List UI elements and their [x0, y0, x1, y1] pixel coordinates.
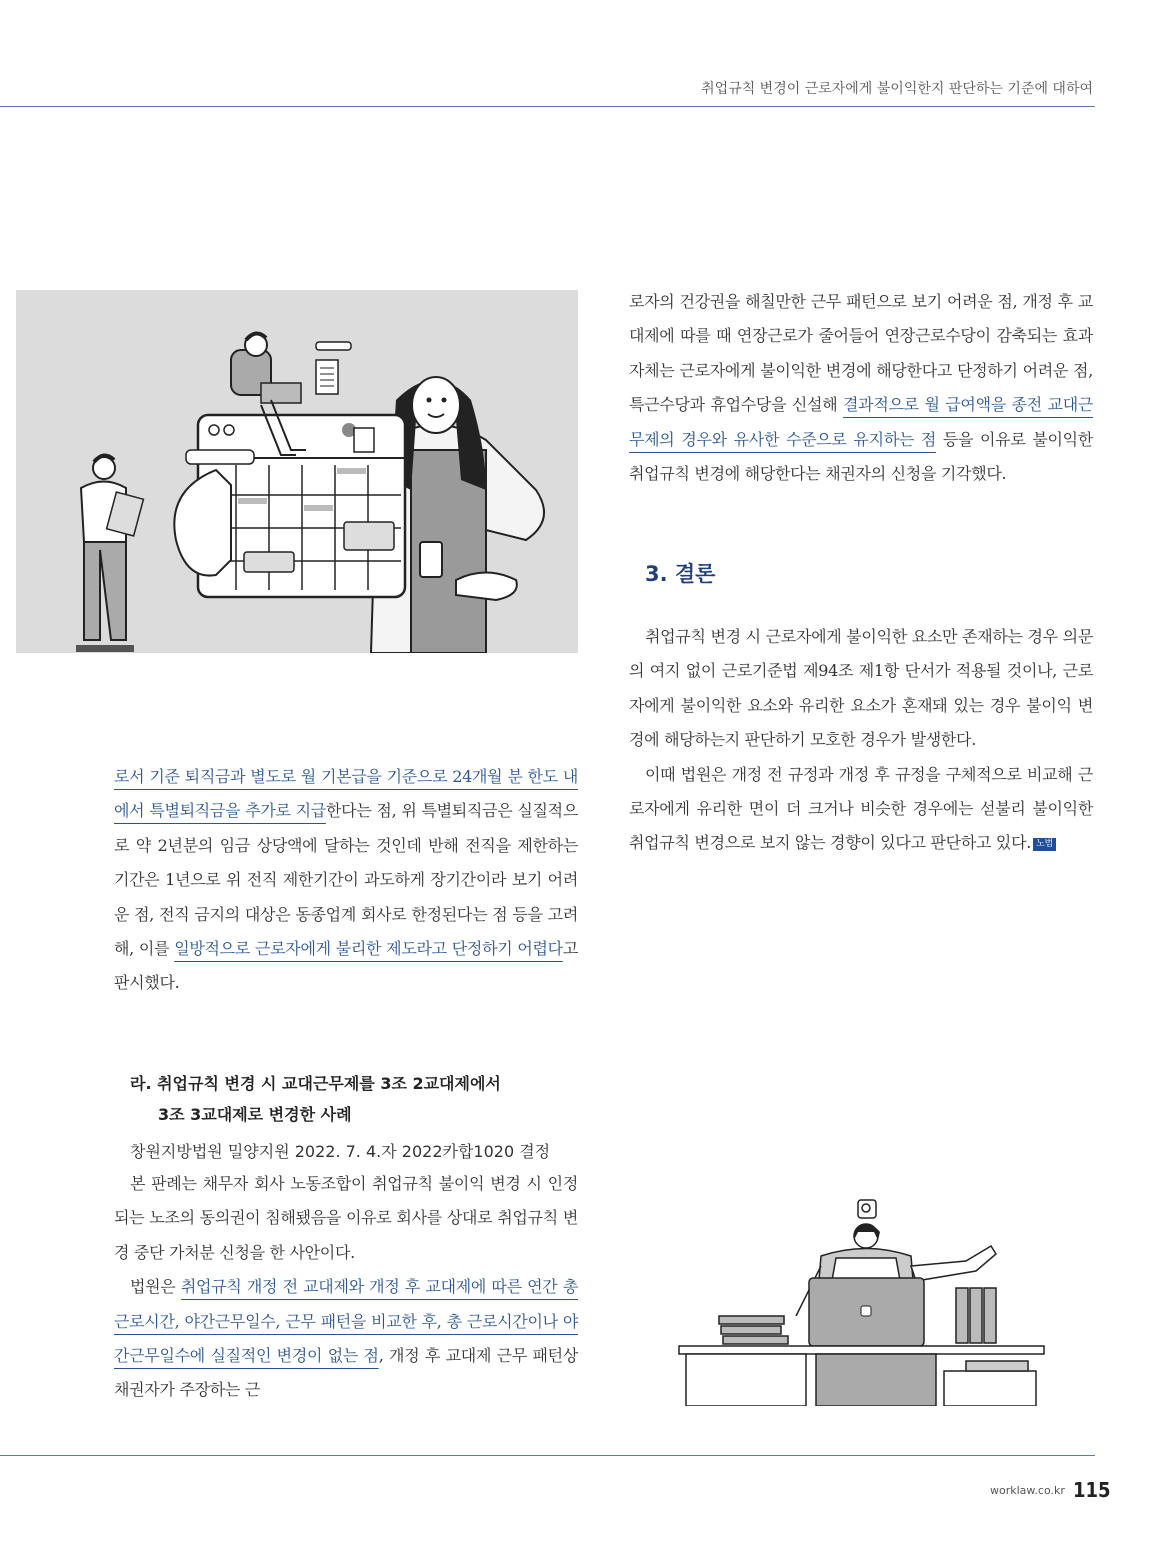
body-text: 로자의 건강권을 해칠만한 근무 패턴으로 보기 어려운 점, 개정 후 교대제에 따를 때 연장근로가 줄어들어 연장근로수당이 감축되는 효과 자체는 근로자에게 불이익한 변경에 해당한다고 단정하기 어려운 점, 특근수당과 휴업수당을 신설해 — [629, 292, 1093, 415]
conclusion-body — [629, 620, 1093, 861]
paragraph — [629, 285, 1093, 491]
page-number: 115 — [1073, 1478, 1111, 1502]
highlighted-text: 로서 기준 퇴직금과 별도로 월 기본급을 기준으로 24개월 분 한도 내에서 특별퇴직금을 추가로 지급 — [114, 767, 578, 821]
body-text: 고 판시했다. — [114, 939, 578, 993]
office-desk-illustration — [676, 1196, 1086, 1406]
body-text: 등을 이유로 불이익한 취업규칙 변경에 해당한다는 채권자의 신청을 기각했다. — [629, 429, 1093, 484]
body-text: 이때 법원은 개정 전 규정과 개정 후 규정을 구체적으로 비교해 근로자에게 유리한 면이 더 크거나 비슷한 경우에는 섣불리 불이익한 취업규칙 변경으로 보지 않는 경향이 있다고 판단하고 있다. — [629, 764, 1093, 853]
paragraph: 본 판례는 채무자 회사 노동조합이 취업규칙 불이익 변경 시 인정되는 노조의 동의권이 침해됐음을 이유로 회사를 상대로 취업규칙 변경 중단 가처분 신청을 한 사안이다. — [114, 1174, 578, 1262]
highlighted-text: 취업규칙 개정 전 교대제와 개정 후 교대제에 따른 연간 총 근로시간, 야간근무일수, 근무 패턴을 비교한 후, 총 근로시간이나 야간근무일수에 실질적인 변경이 없는 점 — [114, 1277, 578, 1366]
left-column-top — [114, 760, 578, 1001]
footer-rule — [0, 1455, 1095, 1456]
section-ra — [114, 1068, 578, 1408]
header-rule — [0, 106, 1095, 107]
source-badge: 노범 — [1033, 838, 1056, 851]
paragraph — [629, 758, 1093, 861]
body-text: 한다는 점, 위 특별퇴직금은 실질적으로 약 2년분의 임금 상당액에 달하는 것인데 반해 전직을 제한하는 기간은 1년으로 위 전직 제한기간이 과도하게 장기간이라 보기 어려운 점, 전직 금지의 대상은 동종업계 회사로 한정된다는 점 등을 고려해, 이를 — [114, 801, 578, 959]
right-column-top — [629, 285, 1093, 491]
section-heading: 라. 취업규칙 변경 시 교대근무제를 3조 2교대제에서 3조 3교대제로 변경한 사례 — [130, 1074, 501, 1124]
paragraph — [114, 760, 578, 1001]
highlighted-text: 결과적으로 월 급여액을 종전 교대근무제의 경우와 유사한 수준으로 유지하는 점 — [629, 395, 1093, 449]
highlighted-text: 일방적으로 근로자에게 불리한 제도라고 단정하기 어렵다 — [174, 939, 563, 959]
body-text: , 개정 후 교대제 근무 패턴상 채권자가 주장하는 근 — [114, 1346, 578, 1400]
footer-site: worklaw.co.kr — [990, 1484, 1065, 1497]
case-reference: 창원지방법원 밀양지원 2022. 7. 4.자 2022카합1020 결정 — [130, 1142, 551, 1161]
paragraph: 취업규칙 변경 시 근로자에게 불이익한 요소만 존재하는 경우 의문의 여지 없이 근로기준법 제94조 제1항 단서가 적용될 것이나, 근로자에게 불이익한 요소와 유리한 요소가 혼재돼 있는 경우 불이익 변경에 해당하는지 판단하기 모호한 경우가 발생한다. — [629, 627, 1093, 750]
running-header: 취업규칙 변경이 근로자에게 불이익한지 판단하는 기준에 대하여 — [701, 81, 1093, 97]
calendar-illustration — [16, 290, 578, 653]
paragraph — [114, 1270, 578, 1408]
body-text: 법원은 — [130, 1277, 181, 1297]
conclusion-heading: 3. 결론 — [645, 562, 716, 586]
